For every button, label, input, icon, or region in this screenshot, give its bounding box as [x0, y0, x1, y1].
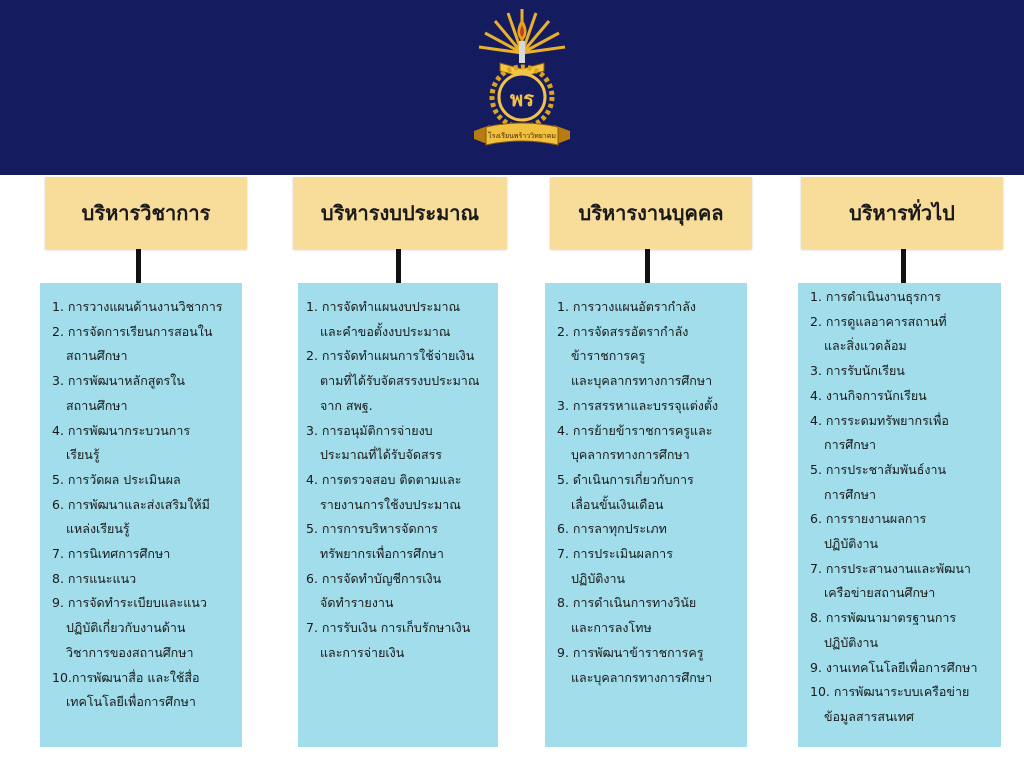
list-item: การศึกษา — [824, 437, 877, 453]
list-item: 5. การการบริหารจัดการ — [306, 521, 438, 537]
list-item: แหล่งเรียนรู้ — [66, 521, 130, 537]
list-item: 6. การรายงานผลการ — [810, 511, 927, 527]
list-item: ข้าราชการครู — [571, 348, 646, 364]
list-item: จาก สพฐ. — [320, 397, 373, 413]
list-item: 4. การระดมทรัพยากรเพื่อ — [810, 412, 949, 428]
header-general — [801, 177, 1003, 249]
list-item: และการจ่ายเงิน — [320, 644, 405, 660]
list-item: และสิ่งแวดล้อม — [824, 338, 907, 354]
list-item: 10.การพัฒนาสื่อ และใช้สื่อ — [52, 669, 200, 685]
list-budget — [306, 295, 498, 666]
list-item: วิชาการของสถานศึกษา — [66, 644, 194, 660]
connector-budget — [396, 249, 401, 283]
list-item: 8. การพัฒนามาตรฐานการ — [810, 610, 957, 626]
list-item: 9. การพัฒนาข้าราชการครู — [557, 644, 704, 660]
header-personnel — [550, 177, 752, 249]
emblem-monogram: พร — [510, 87, 534, 111]
list-item: 9. การจัดทำระเบียบและแนว — [52, 595, 207, 611]
connector-general — [901, 249, 906, 283]
list-item: สถานศึกษา — [66, 397, 128, 413]
list-item: 4. การย้ายข้าราชการครูและ — [557, 422, 713, 438]
list-item: เลื่อนขั้นเงินเดือน — [571, 496, 664, 512]
list-item: 3. การพัฒนาหลักสูตรใน — [52, 373, 185, 389]
list-item: เรียนรู้ — [66, 447, 100, 463]
connector-academic — [136, 249, 141, 283]
panel-academic — [40, 283, 242, 747]
list-item: 10. การพัฒนาระบบเครือข่าย — [810, 684, 970, 700]
list-item: 9. งานเทคโนโลยีเพื่อการศึกษา — [810, 659, 978, 675]
list-item: 2. การดูแลอาคารสถานที่ — [810, 313, 947, 329]
panel-general — [798, 283, 1001, 747]
connector-personnel — [645, 249, 650, 283]
panel-personnel — [545, 283, 747, 747]
list-item: รายงานการใช้งบประมาณ — [320, 496, 461, 512]
list-item: 5. การประชาสัมพันธ์งาน — [810, 461, 947, 477]
list-personnel — [557, 295, 747, 690]
list-item: และการลงโทษ — [571, 620, 652, 636]
header-academic-title: บริหารวิชาการ — [81, 201, 211, 225]
list-item: 6. การพัฒนาและส่งเสริมให้มี — [52, 496, 210, 512]
list-item: ตามที่ได้รับจัดสรรงบประมาณ — [320, 373, 480, 389]
list-item: 2. การจัดการเรียนการสอนใน — [52, 323, 213, 339]
list-item: ปฏิบัติงาน — [824, 634, 879, 650]
list-item: 5. การวัดผล ประเมินผล — [52, 471, 181, 487]
list-item: ปฏิบัติงาน — [571, 570, 626, 586]
list-item: สถานศึกษา — [66, 348, 128, 364]
emblem-ribbon-text: โรงเรียนพร้าววิทยาคม — [487, 132, 557, 140]
list-item: 8. การแนะแนว — [52, 570, 137, 586]
list-academic — [52, 295, 242, 715]
header-general-title: บริหารทั่วไป — [849, 201, 955, 225]
list-item: และบุคลากรทางการศึกษา — [571, 373, 713, 389]
header-personnel-title: บริหารงานบุคคล — [578, 201, 724, 225]
list-item: บุคลากรทางการศึกษา — [571, 447, 690, 463]
list-item: 1. การดำเนินงานธุรการ — [810, 289, 942, 304]
list-item: 3. การอนุมัติการจ่ายงบ — [306, 422, 433, 438]
list-item: 3. การสรรหาและบรรจุแต่งตั้ง — [557, 397, 719, 413]
school-emblem-icon — [468, 5, 576, 153]
list-item: การศึกษา — [824, 486, 877, 502]
list-item: 7. การรับเงิน การเก็บรักษาเงิน — [306, 620, 471, 636]
list-item: 5. ดำเนินการเกี่ยวกับการ — [557, 471, 694, 487]
list-item: ประมาณที่ได้รับจัดสรร — [320, 447, 443, 463]
header-budget — [293, 177, 507, 249]
list-general — [810, 285, 1001, 730]
list-item: ข้อมูลสารสนเทศ — [824, 708, 914, 724]
list-item: 6. การลาทุกประเภท — [557, 521, 667, 537]
list-item: 2. การจัดสรรอัตรากำลัง — [557, 323, 689, 339]
list-item: 3. การรับนักเรียน — [810, 363, 905, 379]
list-item: 8. การดำเนินการทางวินัย — [557, 595, 697, 611]
list-item: 4. การตรวจสอบ ติดตามและ — [306, 471, 462, 487]
list-item: และบุคลากรทางการศึกษา — [571, 669, 713, 685]
list-item: 1. การวางแผนด้านงานวิชาการ — [52, 299, 223, 314]
list-item: 1. การจัดทำแผนงบประมาณ — [306, 299, 461, 314]
list-item: ปฏิบัติงาน — [824, 536, 879, 552]
header-budget-title: บริหารงบประมาณ — [320, 201, 480, 225]
list-item: ทรัพยากรเพื่อการศึกษา — [320, 546, 444, 562]
header-academic — [45, 177, 247, 249]
list-item: 2. การจัดทำแผนการใช้จ่ายเงิน — [306, 348, 475, 364]
panel-budget — [298, 283, 498, 747]
list-item: เครือข่ายสถานศึกษา — [824, 585, 936, 601]
list-item: 4. งานกิจการนักเรียน — [810, 387, 927, 403]
list-item: ปฏิบัติเกี่ยวกับงานด้าน — [66, 620, 186, 636]
list-item: 1. การวางแผนอัตรากำลัง — [557, 299, 696, 314]
list-item: 7. การประสานงานและพัฒนา — [810, 560, 971, 576]
list-item: 6. การจัดทำบัญชีการเงิน — [306, 570, 442, 586]
list-item: จัดทำรายงาน — [320, 595, 394, 611]
list-item: เทคโนโลยีเพื่อการศึกษา — [66, 694, 196, 710]
list-item: 7. การประเมินผลการ — [557, 546, 673, 562]
list-item: 7. การนิเทศการศึกษา — [52, 546, 171, 562]
list-item: และคำขอตั้งงบประมาณ — [320, 323, 451, 339]
list-item: 4. การพัฒนากระบวนการ — [52, 422, 191, 438]
